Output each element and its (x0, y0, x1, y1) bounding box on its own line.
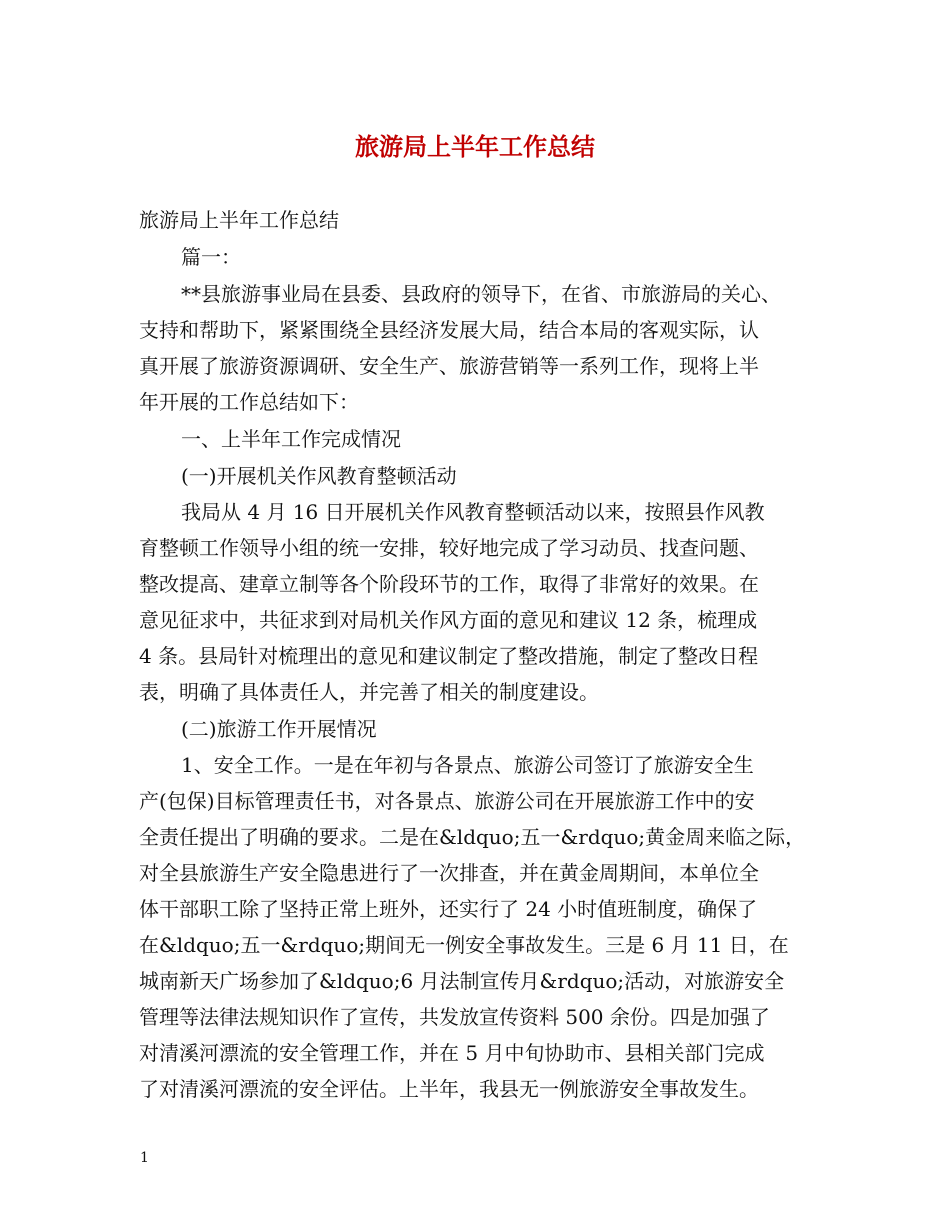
paragraph-line: 整改提高、建章立制等各个阶段环节的工作，取得了非常好的效果。在 (139, 572, 759, 596)
paragraph-line: 支持和帮助下，紧紧围绕全县经济发展大局，结合本局的客观实际，认 (139, 318, 759, 342)
paragraph-line: 产(包保)目标管理责任书，对各景点、旅游公司在开展旅游工作中的安 (139, 789, 755, 813)
page-number: 1 (140, 1150, 149, 1166)
section-label: 篇一： (181, 245, 241, 269)
paragraph-line: 对清溪河漂流的安全管理工作，并在 5 月中旬协助市、县相关部门完成 (139, 1041, 765, 1065)
subtitle-line: 旅游局上半年工作总结 (139, 208, 339, 232)
heading-line: (一)开展机关作风教育整顿活动 (181, 464, 457, 488)
paragraph-line: 全责任提出了明确的要求。二是在&ldquo;五一&rdquo;黄金周来临之际， (139, 825, 806, 849)
paragraph-line: **县旅游事业局在县委、县政府的领导下，在省、市旅游局的关心、 (181, 282, 781, 306)
paragraph-line: 育整顿工作领导小组的统一安排，较好地完成了学习动员、找查问题、 (139, 536, 759, 560)
paragraph-line: 我局从 4 月 16 日开展机关作风教育整顿活动以来，按照县作风教 (181, 500, 765, 524)
heading-line: 一、上半年工作完成情况 (181, 427, 401, 451)
document-title: 旅游局上半年工作总结 (355, 132, 595, 161)
paragraph-line: 1、安全工作。一是在年初与各景点、旅游公司签订了旅游安全生 (181, 753, 754, 777)
paragraph-line: 城南新天广场参加了&ldquo;6 月法制宣传月&rdquo;活动，对旅游安全 (139, 969, 785, 993)
paragraph-line: 年开展的工作总结如下： (139, 390, 359, 414)
paragraph-line: 真开展了旅游资源调研、安全生产、旅游营销等一系列工作，现将上半 (139, 354, 759, 378)
heading-line: (二)旅游工作开展情况 (181, 717, 377, 741)
paragraph-line: 在&ldquo;五一&rdquo;期间无一例安全事故发生。三是 6 月 11 日，在 (139, 933, 789, 957)
paragraph-line: 表，明确了具体责任人，并完善了相关的制度建设。 (139, 680, 599, 704)
paragraph-line: 管理等法律法规知识作了宣传，共发放宣传资料 500 余份。四是加强了 (139, 1005, 770, 1029)
paragraph-line: 意见征求中，共征求到对局机关作风方面的意见和建议 12 条，梳理成 (139, 608, 758, 632)
paragraph-line: 对全县旅游生产安全隐患进行了一次排查，并在黄金周期间，本单位全 (139, 861, 759, 885)
paragraph-line: 体干部职工除了坚持正常上班外，还实行了 24 小时值班制度，确保了 (139, 897, 758, 921)
paragraph-line: 了对清溪河漂流的安全评估。上半年，我县无一例旅游安全事故发生。 (139, 1077, 759, 1101)
paragraph-line: 4 条。县局针对梳理出的意见和建议制定了整改措施，制定了整改日程 (139, 644, 759, 668)
